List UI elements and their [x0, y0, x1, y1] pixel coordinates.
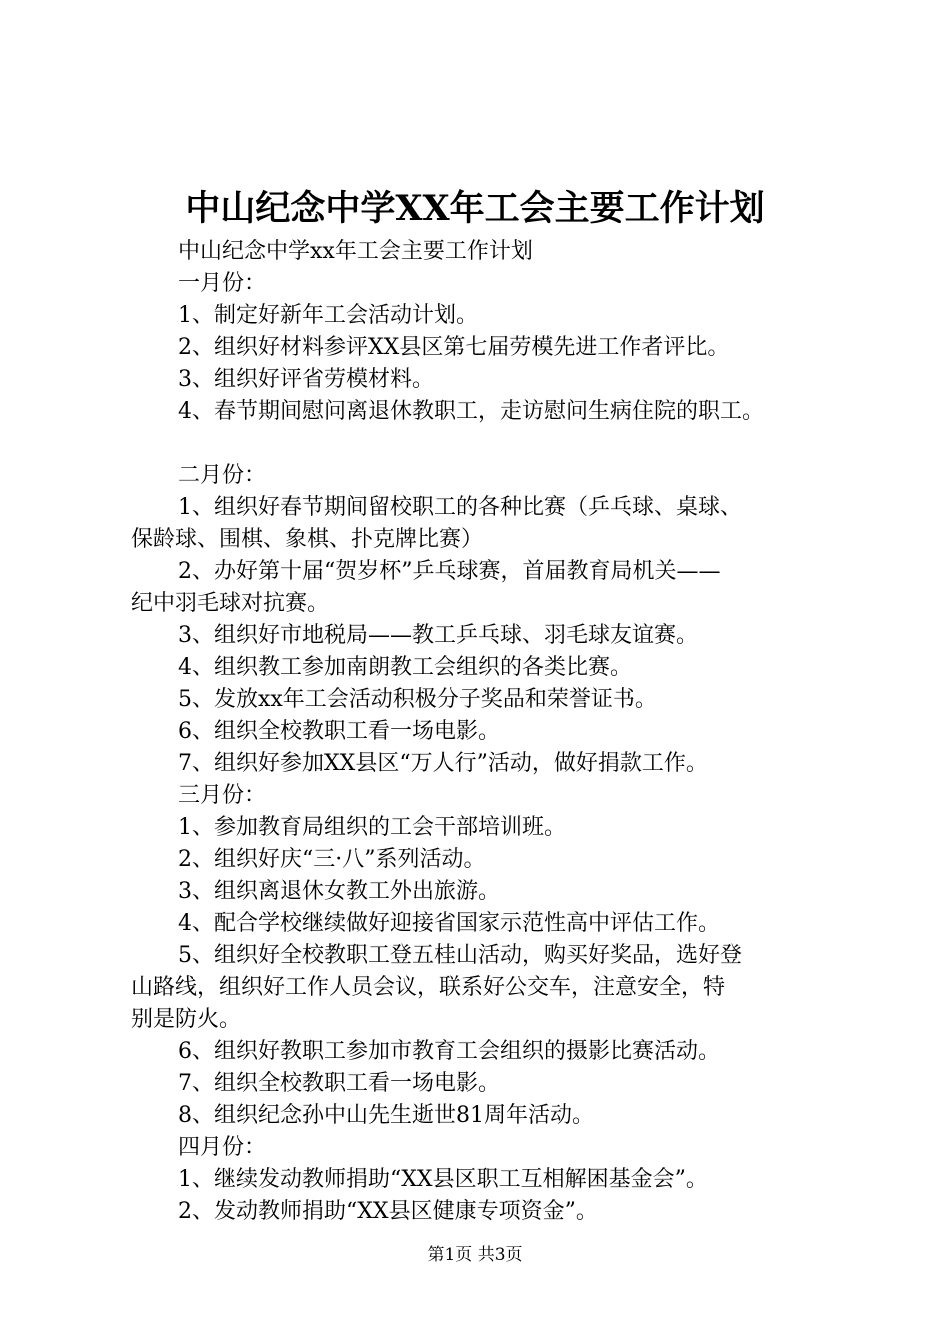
content-lines: [131, 268, 851, 1228]
text-line: 三月份：: [178, 783, 267, 808]
text-line: 二月份：: [178, 463, 267, 488]
text-line: 纪中羽毛球对抗赛。: [131, 591, 330, 616]
text-line: 四月份：: [178, 1135, 267, 1160]
text-line: 山路线，组织好工作人员会议，联系好公交车，注意安全，特: [131, 975, 726, 1000]
text-line: 4、配合学校继续做好迎接省国家示范性高中评估工作。: [178, 911, 720, 936]
text-line: 2、办好第十届“贺岁杯”乒乓球赛，首届教育局机关——: [178, 559, 721, 584]
text-line: 8、组织纪念孙中山先生逝世81周年活动。: [178, 1103, 594, 1128]
text-line: 3、组织离退休女教工外出旅游。: [178, 879, 500, 904]
page-title: 中山纪念中学XX年工会主要工作计划: [185, 188, 765, 229]
text-line: 1、制定好新年工会活动计划。: [178, 303, 478, 328]
text-line: 4、组织教工参加南朗教工会组织的各类比赛。: [178, 655, 632, 680]
text-line: 4、春节期间慰问离退休教职工，走访慰问生病住院的职工。: [178, 399, 764, 424]
text-line: 6、组织全校教职工看一场电影。: [178, 719, 500, 744]
text-line: 保龄球、围棋、象棋、扑克牌比赛）: [131, 527, 484, 552]
blank-line: [131, 428, 851, 460]
text-line: 2、组织好庆“三·八”系列活动。: [178, 847, 486, 872]
text-line: 1、参加教育局组织的工会干部培训班。: [178, 815, 566, 840]
text-line: 1、继续发动教师捐助“XX县区职工互相解困基金会”。: [178, 1167, 708, 1192]
text-line: 3、组织好市地税局——教工乒乓球、羽毛球友谊赛。: [178, 623, 698, 648]
text-line: 1、组织好春节期间留校职工的各种比赛（乒乓球、桌球、: [178, 495, 742, 520]
text-line: 2、发动教师捐助“XX县区健康专项资金”。: [178, 1199, 598, 1224]
subtitle-line: 中山纪念中学xx年工会主要工作计划: [178, 239, 533, 264]
text-line: 一月份：: [178, 271, 267, 296]
document-body: [131, 236, 851, 1228]
text-line: 2、组织好材料参评XX县区第七届劳模先进工作者评比。: [178, 335, 730, 360]
text-line: 3、组织好评省劳模材料。: [178, 367, 434, 392]
text-line: 别是防火。: [131, 1007, 242, 1032]
text-line: 7、组织好参加XX县区“万人行”活动，做好捐款工作。: [178, 751, 708, 776]
page-footer: 第1页 共3页: [427, 1245, 523, 1265]
text-line: 5、组织好全校教职工登五桂山活动，购买好奖品，选好登: [178, 943, 742, 968]
text-line: 6、组织好教职工参加市教育工会组织的摄影比赛活动。: [178, 1039, 720, 1064]
text-line: 7、组织全校教职工看一场电影。: [178, 1071, 500, 1096]
text-line: 5、发放xx年工会活动积极分子奖品和荣誉证书。: [178, 687, 657, 712]
